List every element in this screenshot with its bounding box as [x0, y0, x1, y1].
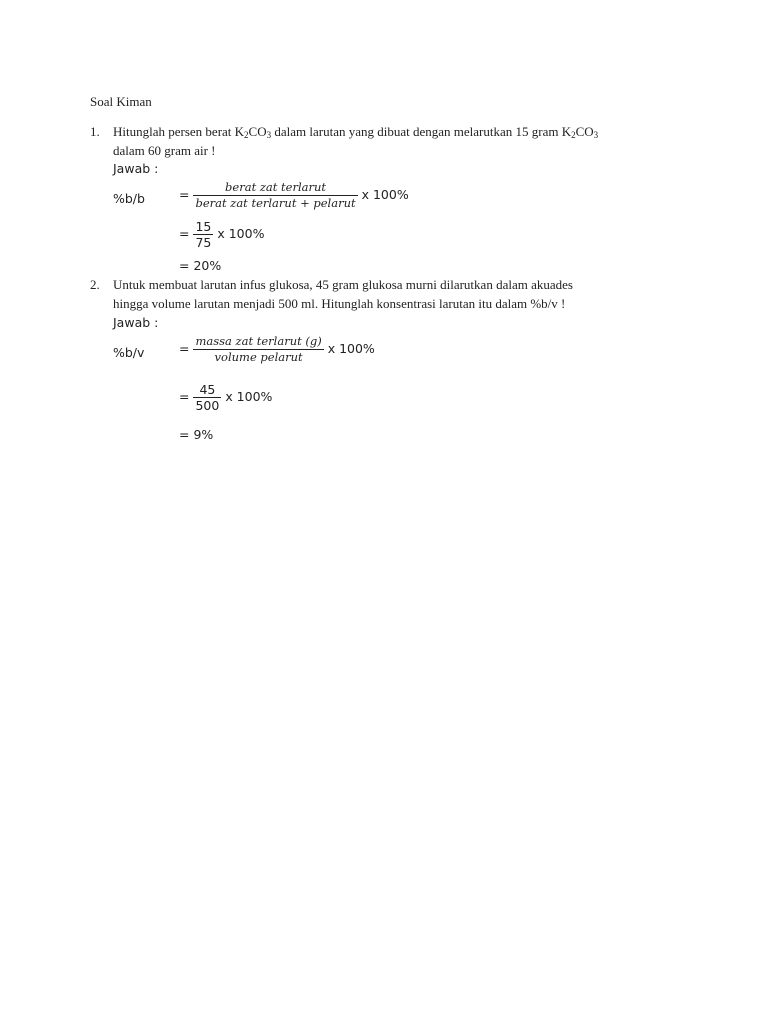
q2-line1: Untuk membuat larutan infus glukosa, 45 gram glukosa murni dilarutkan dalam akuades	[113, 277, 573, 292]
q1-step2-multiplier: x 100%	[217, 226, 265, 241]
q1-step2-denominator: 75	[195, 235, 212, 250]
q1-line1: Hitunglah persen berat $K_2CO_3$ dalam larutan yang dibuat dengan melarutkan 15 gram $K_2CO_3$	[113, 124, 599, 140]
q1-line2: dalam 60 gram air !	[113, 143, 216, 158]
q2-step2: = $\frac{45}{500}$ x 100%	[179, 382, 273, 413]
q2-step1-fraction	[193, 334, 323, 365]
q2-formula-label: %b/v	[113, 345, 145, 360]
q2-step1-denominator: volume pelarut	[214, 350, 303, 364]
q1-result: = 20%	[179, 258, 222, 273]
q2-step1: = $\frac{\text{massa zat terlarut (g)}}{\text{volume pelarut}}$ x 100%	[179, 334, 375, 364]
q2-number: 2.	[90, 277, 100, 292]
q2-result: = 9%	[179, 427, 214, 442]
q1-step2: = $\frac{15}{75}$ x 100%	[179, 219, 265, 250]
q2-step2-numerator: 45	[193, 382, 221, 398]
q2-step2-multiplier: x 100%	[225, 389, 273, 404]
page-title: Soal Kiman	[90, 94, 152, 109]
q1-step2-fraction	[193, 219, 213, 250]
q1-step1-multiplier: x 100%	[361, 187, 409, 202]
q2-step1-numerator: massa zat terlarut (g)	[195, 334, 322, 348]
q2-step2-fraction	[193, 382, 221, 413]
q1-step1-fraction	[193, 180, 357, 211]
q1-answer-label: Jawab :	[113, 161, 159, 176]
q1-step1: = $\frac{\text{berat zat terlarut}}{\text{berat zat terlarut + pelarut}}$ x 100%	[179, 180, 409, 210]
q2-step2-denominator: 500	[195, 398, 220, 413]
q1-formula-label: %b/b	[113, 191, 145, 206]
q1-step1-numerator: berat zat terlarut	[193, 180, 357, 196]
q1-step1-denominator: berat zat terlarut + pelarut	[195, 196, 356, 210]
q1-step2-numerator: 15	[195, 219, 212, 234]
q2-line2: hingga volume larutan menjadi 500 ml. Hitunglah konsentrasi larutan itu dalam %b/v !	[113, 296, 566, 311]
q2-step1-multiplier: x 100%	[327, 341, 375, 356]
q2-answer-label: Jawab :	[113, 315, 159, 330]
q1-number: 1.	[90, 124, 100, 139]
